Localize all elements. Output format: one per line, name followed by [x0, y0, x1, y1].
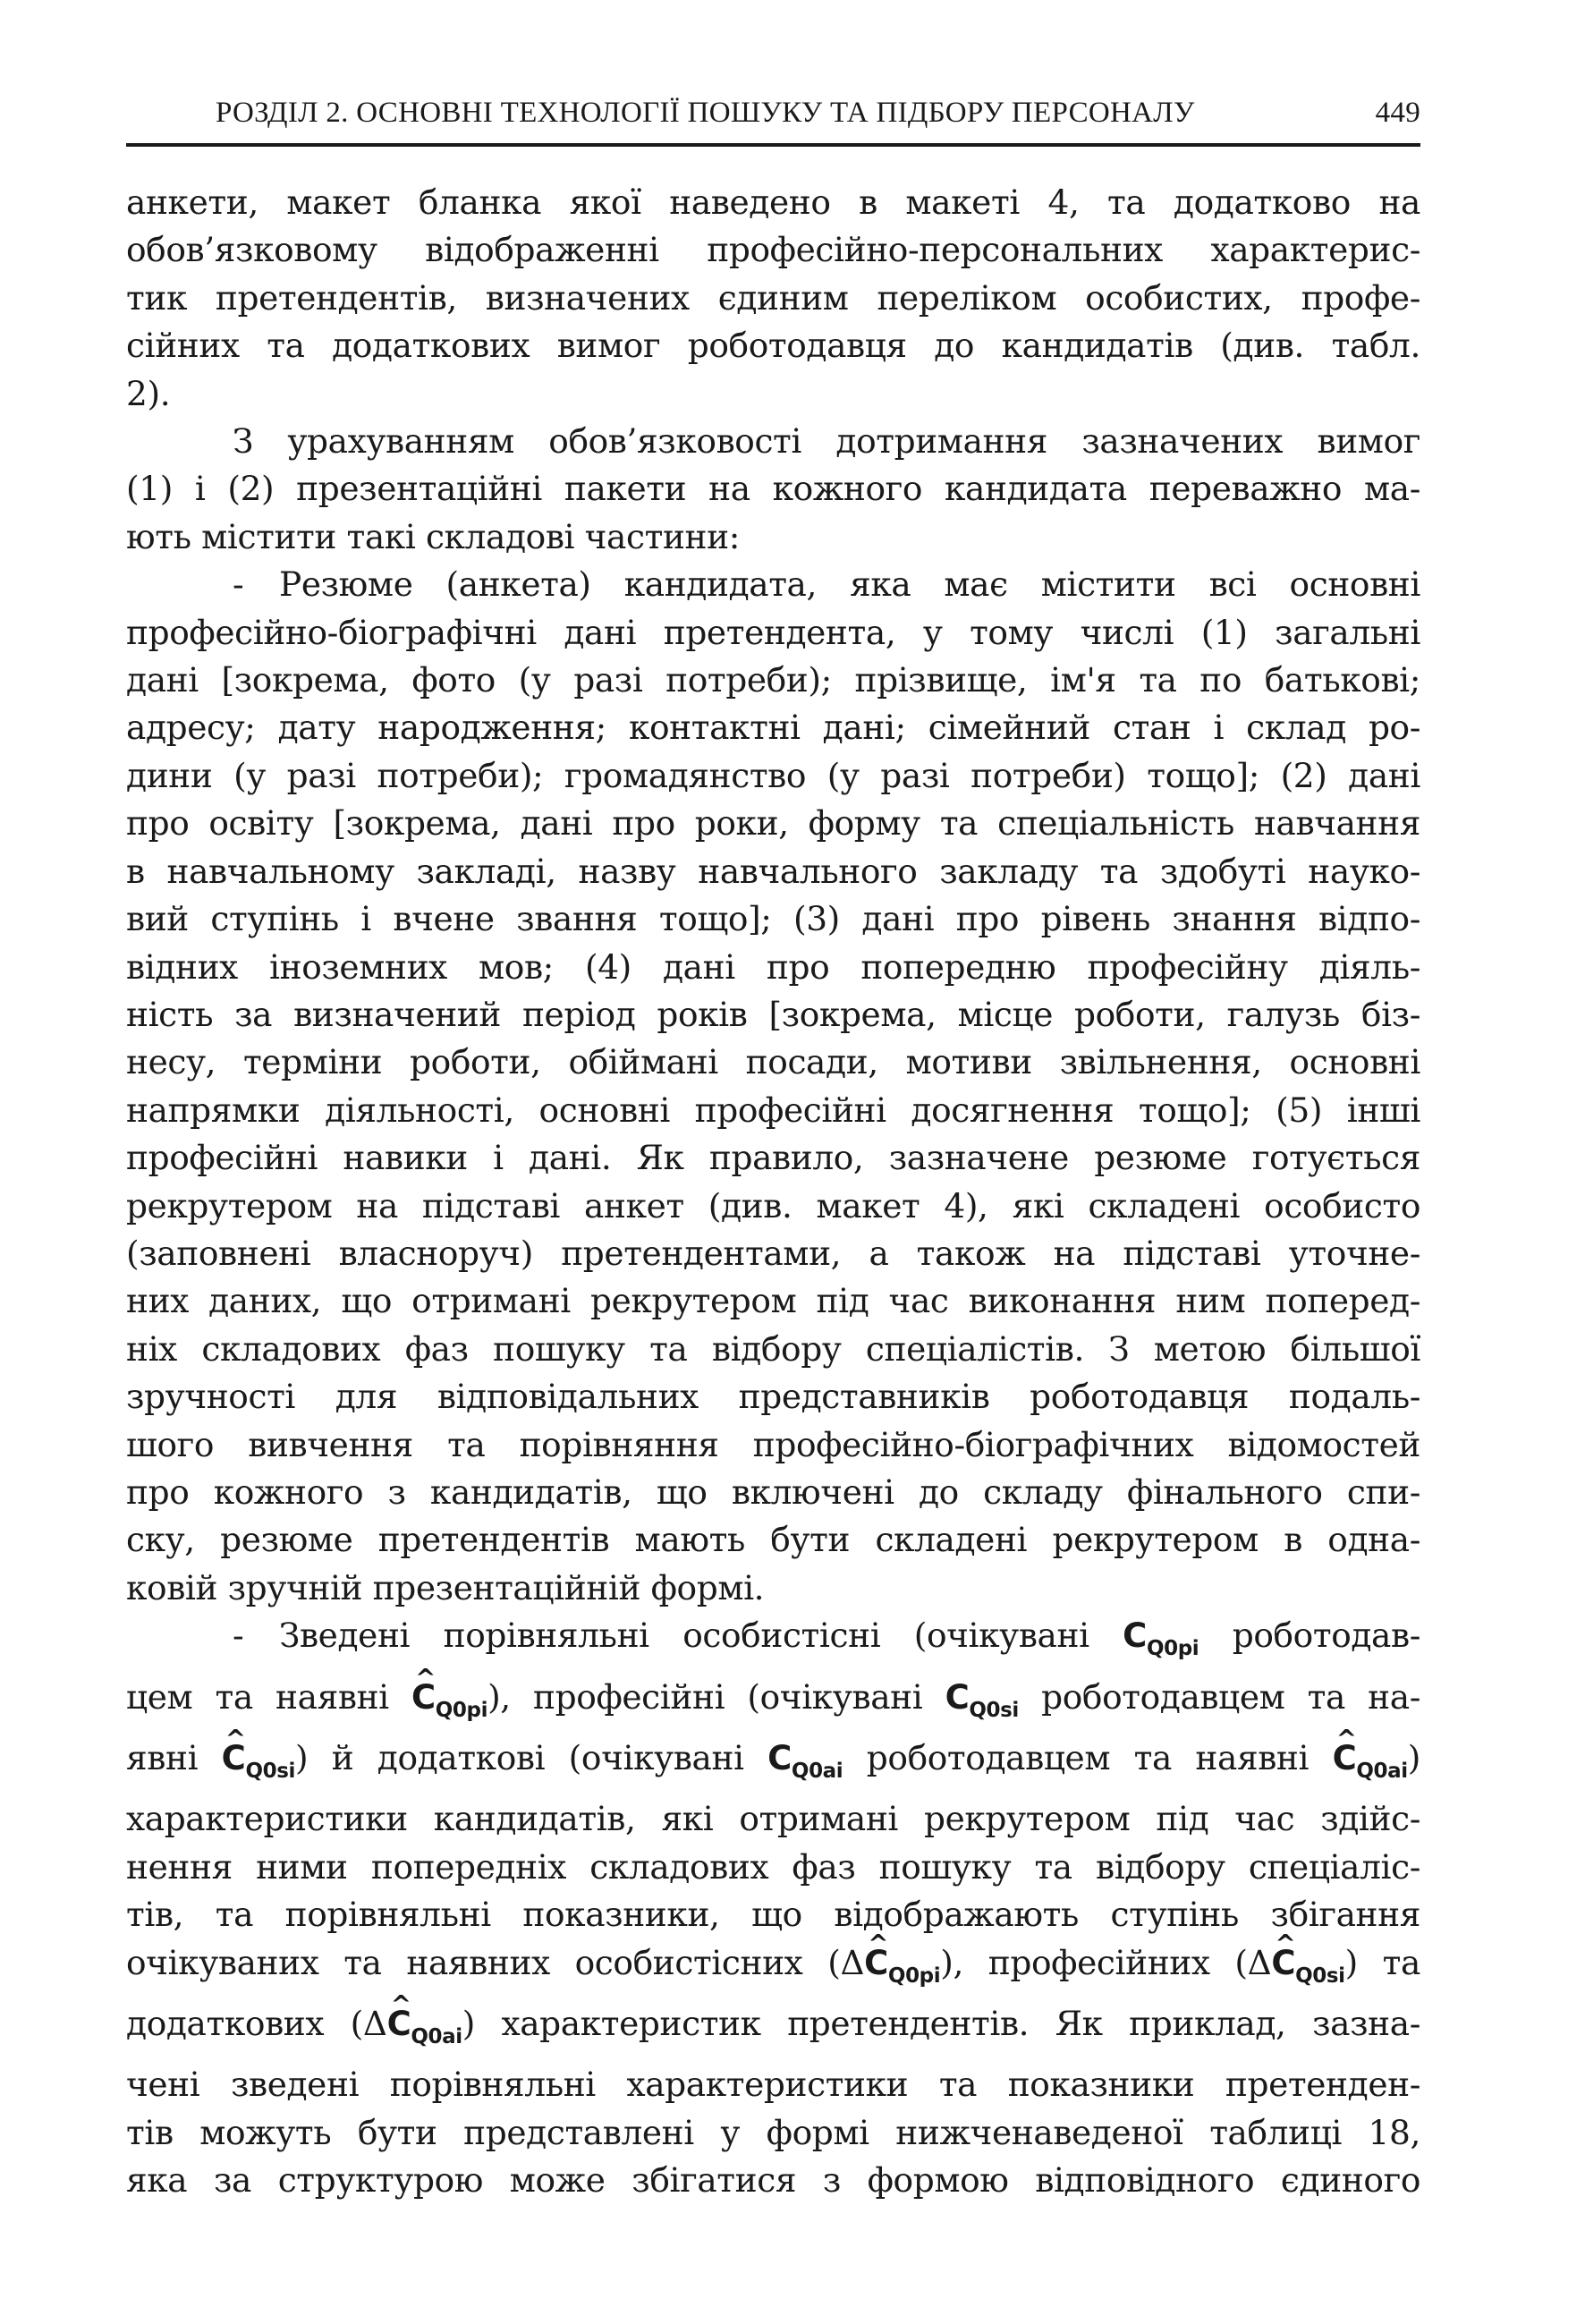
text-line: анкети, макет бланка якої наведено в макеті 4, та додатково на	[126, 182, 1420, 222]
text-line: рекрутером на підставі анкет (див. макет 4), які складені особисто	[126, 1185, 1420, 1226]
text-line: відних іноземних мов; (4) дані про попередню професійну діяль-	[126, 946, 1420, 987]
text-line: сійних та додаткових вимог роботодавця до кандидатів (див. табл.	[126, 326, 1420, 366]
text-run: )	[1407, 1738, 1420, 1777]
text-run: явні	[126, 1738, 222, 1777]
bullet-line	[126, 1612, 1420, 1673]
symbol-c: C	[767, 1739, 792, 1777]
text-line: адресу; дату народження; контактні дані; сімейний стан і склад ро-	[126, 708, 1420, 748]
text-line: характеристики кандидатів, які отримані рекрутером під час здійс-	[126, 1799, 1420, 1839]
subscript: Q0ai	[411, 2025, 462, 2049]
text-line: професійно-біографічні дані претендента, у тому числі (1) загальні	[126, 612, 1420, 652]
delta-symbol: Δ	[362, 2004, 387, 2044]
subscript: Q0pi	[435, 1698, 488, 1722]
text-line: про освіту [зокрема, дані про роки, форму та спеціальність навчання	[126, 803, 1420, 844]
text-run: ), професійні (очікувані	[487, 1676, 945, 1717]
text-line	[126, 1735, 1420, 1795]
text-run: ) й додаткові (очікувані	[294, 1738, 768, 1777]
text-run: Зведені порівняльні особистісні (очікувані	[279, 1616, 1123, 1656]
subscript: Q0si	[245, 1760, 295, 1783]
subscript: Q0ai	[1356, 1760, 1408, 1783]
text-line: З урахуванням обов’язковості дотримання зазначених вимог	[233, 421, 1420, 462]
delta-symbol: Δ	[840, 1942, 865, 1982]
text-line: ють містити такі складові частини:	[126, 516, 740, 556]
page-number: 449	[1375, 97, 1420, 129]
symbol-c-hat: ^ C	[1333, 1735, 1357, 1782]
text-line: напрямки діяльності, основні професійні досягнення тощо]; (5) інші	[126, 1090, 1420, 1130]
text-run: роботодавцем та наявні	[843, 1738, 1333, 1777]
text-line: чені зведені порівняльні характеристики та показники претенден-	[126, 2065, 1420, 2105]
text-line: (заповнені власноруч) претендентами, а також на підставі уточне-	[126, 1233, 1420, 1273]
text-line: ність за визначений період років [зокрема, місце роботи, галузь біз-	[126, 994, 1420, 1034]
symbol-c: C	[1123, 1616, 1147, 1656]
bullet-dash: -	[233, 564, 244, 605]
text-line: про кожного з кандидатів, що включені до складу фінального спи-	[126, 1472, 1420, 1512]
text-run: ) та	[1344, 1942, 1420, 1982]
text-run: додаткових (	[126, 2004, 363, 2044]
text-line: них даних, що отримані рекрутером під час виконання ним поперед-	[126, 1281, 1420, 1321]
body-text	[126, 179, 1420, 2205]
symbol-c-hat: ^ C	[1271, 1939, 1295, 1987]
text-line	[126, 1939, 1420, 2000]
symbol-c-hat: ^ C	[387, 2000, 411, 2048]
subscript: Q0pi	[1146, 1637, 1199, 1661]
text-run: Резюме (анкета) кандидата, яка має містити всі основні	[279, 564, 1420, 605]
symbol-c: C	[945, 1677, 970, 1717]
text-line: шого вивчення та порівняння професійно-біографічних відомостей	[126, 1424, 1420, 1464]
text-line: обов’язковому відображенні професійно-персональних характерис-	[126, 230, 1420, 270]
text-line: яка за структурою може збігатися з формою відповідного єдиного	[126, 2160, 1420, 2201]
text-line: тик претендентів, визначених єдиним переліком особистих, профе-	[126, 277, 1420, 318]
text-line: (1) і (2) презентаційні пакети на кожного кандидата переважно ма-	[126, 469, 1420, 509]
text-line	[126, 2000, 1420, 2061]
text-line: тів можуть бути представлені у формі нижченаведеної таблиці 18,	[126, 2112, 1420, 2152]
text-line: несу, терміни роботи, обіймані посади, мотиви звільнення, основні	[126, 1042, 1420, 1082]
text-run: роботодавцем та на-	[1018, 1676, 1420, 1717]
symbol-c-hat: ^ C	[864, 1939, 888, 1987]
delta-symbol: Δ	[1247, 1942, 1272, 1982]
text-line: дані [зокрема, фото (у разі потреби); прізвище, ім'я та по батькові;	[126, 660, 1420, 700]
text-run: роботодав-	[1199, 1616, 1421, 1656]
text-line	[126, 1674, 1420, 1735]
text-line: в навчальному закладі, назву навчального закладу та здобуті науко-	[126, 851, 1420, 891]
symbol-c-hat: ^ C	[222, 1735, 246, 1782]
chapter-title: РОЗДІЛ 2. ОСНОВНІ ТЕХНОЛОГІЇ ПОШУКУ ТА ПІДБОРУ ПЕРСОНАЛУ	[216, 97, 1195, 129]
symbol-c-hat: ^ C	[411, 1674, 436, 1721]
text-line: ковій зручній презентаційній формі.	[126, 1567, 765, 1607]
text-line: вий ступінь і вчене звання тощо]; (3) дані про рівень знання відпо-	[126, 899, 1420, 939]
text-line: 2).	[126, 373, 171, 413]
text-run: ), професійних (	[940, 1942, 1248, 1982]
bullet-line	[126, 561, 1420, 608]
text-run: очікуваних та наявних особистісних (	[126, 1942, 841, 1982]
text-run: цем та наявні	[126, 1676, 411, 1717]
text-line: ніх складових фаз пошуку та відбору спеціалістів. З метою більшої	[126, 1328, 1420, 1369]
text-line: зручності для відповідальних представників роботодавця подаль-	[126, 1377, 1420, 1417]
subscript: Q0pi	[887, 1964, 941, 1988]
text-run: ) характеристик претендентів. Як приклад, зазна-	[462, 2004, 1420, 2044]
subscript: Q0si	[969, 1698, 1019, 1722]
running-header	[126, 89, 1420, 147]
subscript: Q0si	[1295, 1964, 1345, 1988]
text-line: дини (у разі потреби); громадянство (у разі потреби) тощо]; (2) дані	[126, 755, 1420, 795]
text-line: нення ними попередніх складових фаз пошуку та відбору спеціаліс-	[126, 1846, 1420, 1887]
text-line: тів, та порівняльні показники, що відображають ступінь збігання	[126, 1895, 1420, 1935]
subscript: Q0ai	[791, 1760, 843, 1783]
text-line: ску, резюме претендентів мають бути складені рекрутером в одна-	[126, 1520, 1420, 1560]
bullet-dash: -	[233, 1616, 244, 1656]
text-line: професійні навики і дані. Як правило, зазначене резюме готується	[126, 1138, 1420, 1178]
